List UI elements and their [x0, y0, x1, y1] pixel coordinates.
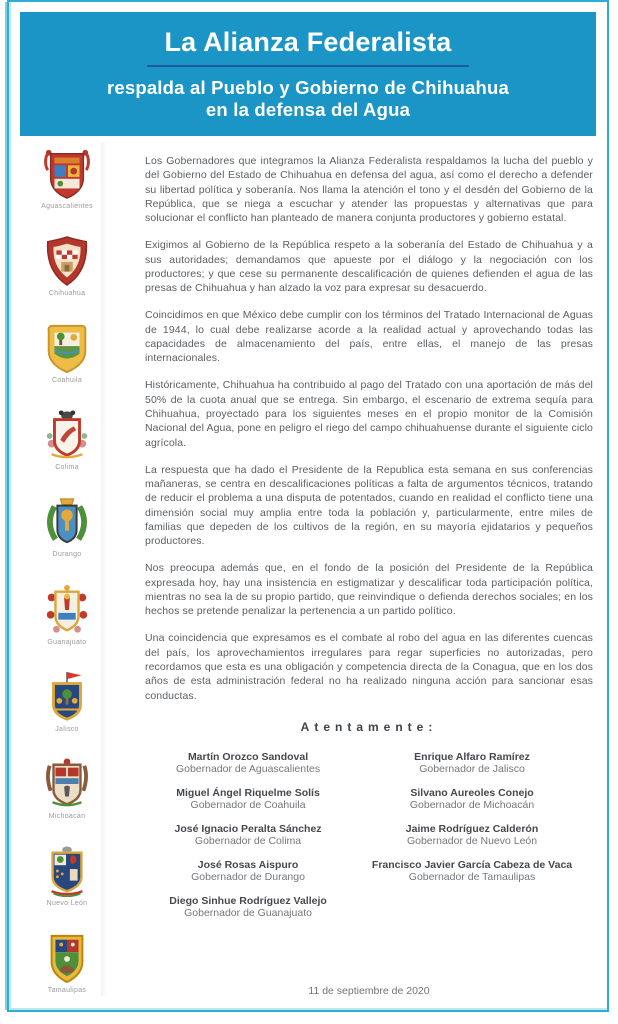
signature-entry — [145, 859, 351, 884]
crest-item-chihuahua — [41, 235, 93, 297]
nuevo-leon-crest-icon — [41, 845, 93, 897]
signature-entry — [145, 751, 351, 776]
crest-label: Colima — [55, 464, 79, 472]
crest-item-coahuila — [41, 322, 93, 384]
paragraph-4: Históricamente, Chihuahua ha contribuido al pago del Tratado con una aportación de más del 50% de la cuota anual que se entrega. Sin embargo, el escenario de extrema sequía para Chihuahua, proyectado para los siguientes meses en el propio monitor de la Comisión Nacional del Agua, pone en peligro el riego del campo chihuahuense durante el siguiente ciclo agrícola. — [145, 379, 593, 449]
signature-entry — [351, 859, 593, 884]
subtitle-line-2: en la defensa del Agua — [205, 98, 411, 120]
tamaulipas-crest-icon — [41, 932, 93, 984]
governor-name: Miguel Ángel Riquelme Solís — [176, 786, 320, 799]
paragraph-3: Coincidimos en que México debe cumplir con los términos del Tratado Internacional de Aguas de 1944, lo cual debe realizarse acorde a la realidad actual y aprovechando todas las capacidades de almacenamiento del país, entre ellas, el manejo de las presas internacionales. — [145, 309, 593, 365]
guanajuato-crest-icon — [41, 584, 93, 636]
signature-entry — [351, 823, 593, 848]
signatures-right-column — [351, 751, 593, 931]
crest-item-colima — [41, 409, 93, 471]
governor-role: Gobernador de Aguascalientes — [175, 763, 321, 776]
governor-name: Jaime Rodríguez Calderón — [405, 822, 539, 835]
crest-label: Nuevo León — [46, 899, 88, 907]
signature-entry — [351, 751, 593, 776]
governor-role: Gobernador de Guanajuato — [184, 907, 312, 920]
crest-item-michoacan — [41, 758, 93, 820]
page-subtitle — [20, 77, 596, 120]
signature-entry — [145, 895, 351, 920]
page-title: La Alianza Federalista — [164, 27, 452, 57]
statement-page — [7, 0, 609, 1012]
crest-item-jalisco — [41, 671, 93, 733]
governor-name: Francisco Javier García Cabeza de Vaca — [371, 858, 573, 871]
crest-item-aguascalientes — [41, 148, 93, 210]
crest-item-tamaulipas — [41, 932, 93, 994]
signature-entry — [145, 823, 351, 848]
crest-item-durango — [41, 496, 93, 558]
crest-label: Tamaulipas — [47, 986, 87, 994]
coahuila-crest-icon — [41, 322, 93, 374]
crest-item-guanajuato — [41, 584, 93, 646]
crest-label: Aguascalientes — [41, 203, 93, 210]
durango-crest-icon — [41, 496, 93, 548]
header-banner — [20, 12, 596, 136]
governor-role: Gobernador de Jalisco — [419, 763, 525, 776]
paragraph-1: Los Gobernadores que integramos la Alianza Federalista respaldamos la lucha del pueblo y del Gobierno del Estado de Chihuahua en defensa del agua, así como el derecho a defender su libertad política y soberanía. Nos llama la atención el tono y el desdén del Gobierno de la República, que se niega a escuchar y atender las propuestas y alternativas que para solucionar el conflicto han planteado de manera conjunta productores y gobierno estatal. — [145, 155, 593, 225]
signatures-grid — [145, 751, 593, 931]
paragraph-7: Una coincidencia que expresamos es el combate al robo del agua en las diferentes cuencas del país, los aprovechamientos irregulares para regar superficies no autorizadas, pero recordamos que esta es una obligación y competencia directa de la Conagua, que en los dos años de esta administración federal no ha realizado ninguna acción para sancionar esas conductas. — [145, 632, 593, 702]
governor-name: José Ignacio Peralta Sánchez — [174, 822, 322, 835]
governor-role: Gobernador de Tamaulipas — [408, 871, 536, 884]
crest-label: Durango — [52, 551, 82, 559]
governor-name: José Rosas Aispuro — [197, 858, 299, 871]
closing-heading: Atentamente: — [300, 719, 438, 734]
signature-entry — [145, 787, 351, 812]
michoacan-crest-icon — [41, 758, 93, 810]
aguascalientes-crest-icon — [41, 148, 93, 200]
state-crests-sidebar — [27, 148, 107, 994]
jalisco-crest-icon — [41, 671, 93, 723]
governor-role: Gobernador de Durango — [191, 871, 305, 884]
governor-role: Gobernador de Michoacán — [409, 799, 535, 812]
governor-name: Diego Sinhue Rodríguez Vallejo — [169, 894, 327, 907]
title-underline — [147, 65, 469, 67]
governor-name: Silvano Aureoles Conejo — [410, 786, 534, 799]
paragraph-5: La respuesta que ha dado el Presidente de la Republica esta semana en sus conferencias mañaneras, se centra en descalificaciones políticas a falta de argumentos técnicos, tratando de reducir el problema a una disputa de potentados, cuando en realidad el conflicto tiene una dimensión social muy amplia entre toda la población y, particularmente, entre miles de familias que depeden de los cultivos de la región, en su mayoría ejidatarios y pequeños productores. — [145, 463, 593, 548]
governor-name: Enrique Alfaro Ramírez — [414, 750, 530, 763]
paragraph-6: Nos preocupa además que, en el fondo de la posición del Presidente de la República expresada hoy, hay una insistencia en estigmatizar y descalificar toda participación política, mientras no sea la de su propio partido, que reinvindique o defienda derechos sociales; en los hechos se pretende penalizar la pertenencia a un partido político. — [145, 562, 593, 618]
crest-label: Coahuila — [51, 377, 83, 385]
governor-role: Gobernador de Coahuila — [190, 799, 306, 812]
governor-name: Martín Orozco Sandoval — [187, 750, 309, 763]
governor-role: Gobernador de Colima — [194, 835, 302, 848]
signature-entry — [351, 787, 593, 812]
crest-label: Michoacán — [48, 812, 86, 820]
signatures-left-column — [145, 751, 351, 931]
crest-label: Jalisco — [55, 725, 79, 733]
crest-item-nuevo-leon — [41, 845, 93, 907]
paragraph-2: Exigimos al Gobierno de la República respeto a la soberanía del Estado de Chihuahua y a sus autoridades; demandamos que apueste por el diálogo y la negociación con los productores; y que cese su permanente descalificación de quienes defienden el agua de las presas de Chihuahua y han alzado la voz para expresar su desacuerdo. — [145, 239, 593, 295]
crest-label: Chihuahua — [48, 290, 86, 298]
governor-role: Gobernador de Nuevo León — [406, 835, 538, 848]
chihuahua-crest-icon — [41, 235, 93, 287]
crest-label: Guanajuato — [47, 638, 87, 646]
document-date: 11 de septiembre de 2020 — [308, 985, 430, 997]
subtitle-line-1: respalda al Pueblo y Gobierno de Chihuahua — [106, 77, 510, 98]
colima-crest-icon — [41, 409, 93, 461]
statement-body — [145, 154, 593, 931]
